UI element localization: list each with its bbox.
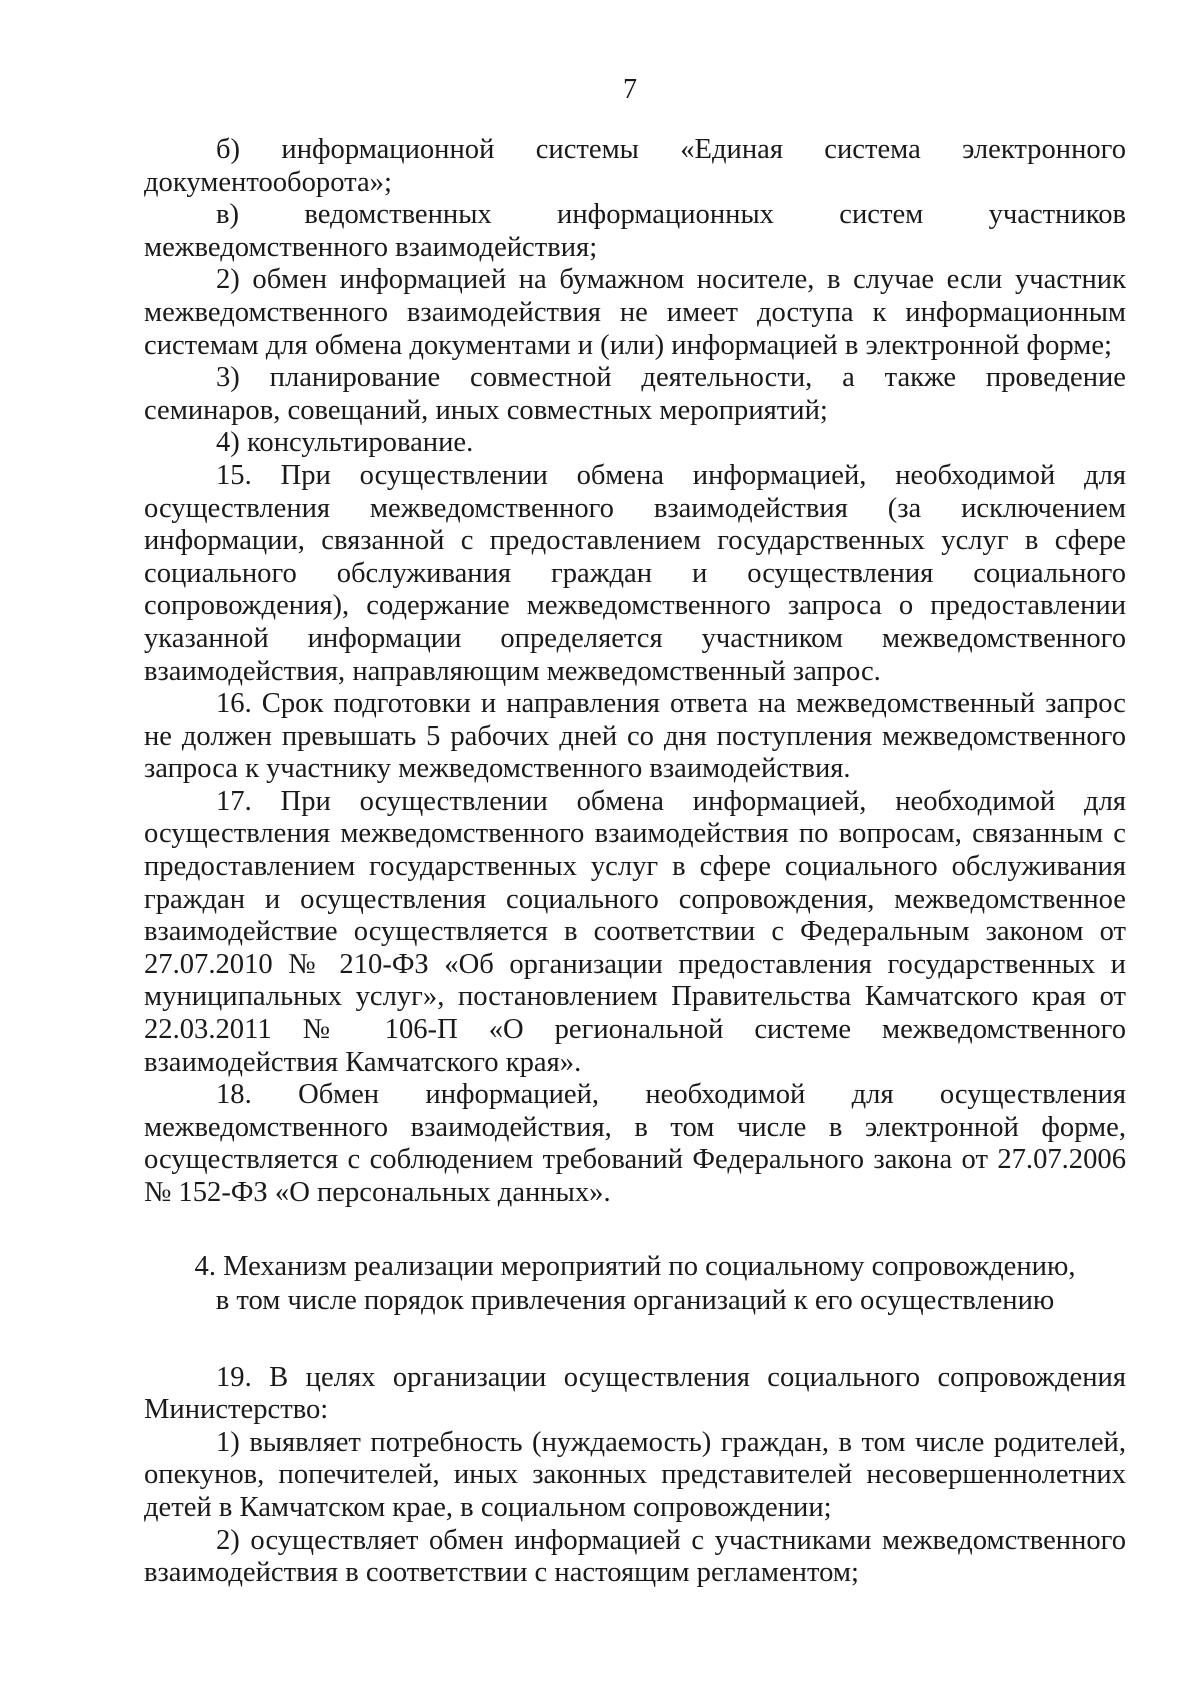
document-body [144,134,1126,1590]
paragraph-19-1: 1) выявляет потребность (нуждаемость) граждан, в том числе родителей, опекунов, попечителей, иных законных представителей несовершеннолетних детей в Камчатском крае, в социальном сопровождении; [144,1426,1126,1523]
section-heading-line-1: 4. Механизм реализации мероприятий по социальному сопровождению, [194,1250,1076,1282]
paragraph-15: 15. При осуществлении обмена информацией, необходимой для осуществления межведомственного взаимодействия (за исключением информации, связанной с предоставлением государственных услуг в сфере социального обслуживания граждан и осуществления социального сопровождения), содержание межведомственного запроса о предоставлении указанной информации определяется участником межведомственного взаимодействия, направляющим межведомственный запрос. [144,459,1126,687]
paragraph-18: 18. Обмен информацией, необходимой для осуществления межведомственного взаимодействия, в том числе в электронной форме, осуществляется с соблюдением требований Федерального закона от 27.07.2006 № 152-ФЗ «О персональных данных». [144,1079,1126,1208]
paragraph-4-consulting: 4) консультирование. [216,427,474,459]
paragraph-3-planning: 3) планирование совместной деятельности, а также проведение семинаров, совещаний, иных совместных мероприятий; [144,362,1126,426]
paragraph-19: 19. В целях организации осуществления социального сопровождения Министерство: [144,1361,1126,1426]
paragraph-b-eds: б) информационной системы «Единая система электронного документооборота»; [144,134,1126,198]
section-heading-line-2: в том числе порядок привлечения организаций к его осуществлению [215,1284,1055,1316]
paragraph-19-2: 2) осуществляет обмен информацией с участниками межведомственного взаимодействия в соответствии с настоящим регламентом; [144,1524,1126,1589]
paragraph-16: 16. Срок подготовки и направления ответа на межведомственный запрос не должен превышать 5 рабочих дней со дня поступления межведомственного запроса к участнику межведомственного взаимодействия. [144,688,1126,785]
page-number: 7 [623,74,637,105]
paragraph-17: 17. При осуществлении обмена информацией, необходимой для осуществления межведомственного взаимодействия по вопросам, связанным с предоставлением государственных услуг в сфере социального обслуживания граждан и осуществления социального сопровождения, межведомственное взаимодействие осуществляется в соответствии с Федеральным законом от 27.07.2010 № 210-ФЗ «Об организации предоставления государственных и муниципальных услуг», постановлением Правительства Камчатского края от 22.03.2011 № 106-П «О региональной системе межведомственного взаимодействия Камчатского края». [144,785,1126,1078]
paragraph-v-ved-systems: в) ведомственных информационных систем участников межведомственного взаимодействия; [144,199,1126,263]
paragraph-2-paper-exchange: 2) обмен информацией на бумажном носителе, в случае если участник межведомственного взаимодействия не имеет доступа к информационным системам для обмена документами и (или) информацией в электронной форме; [144,264,1126,361]
section-heading [144,1250,1126,1318]
